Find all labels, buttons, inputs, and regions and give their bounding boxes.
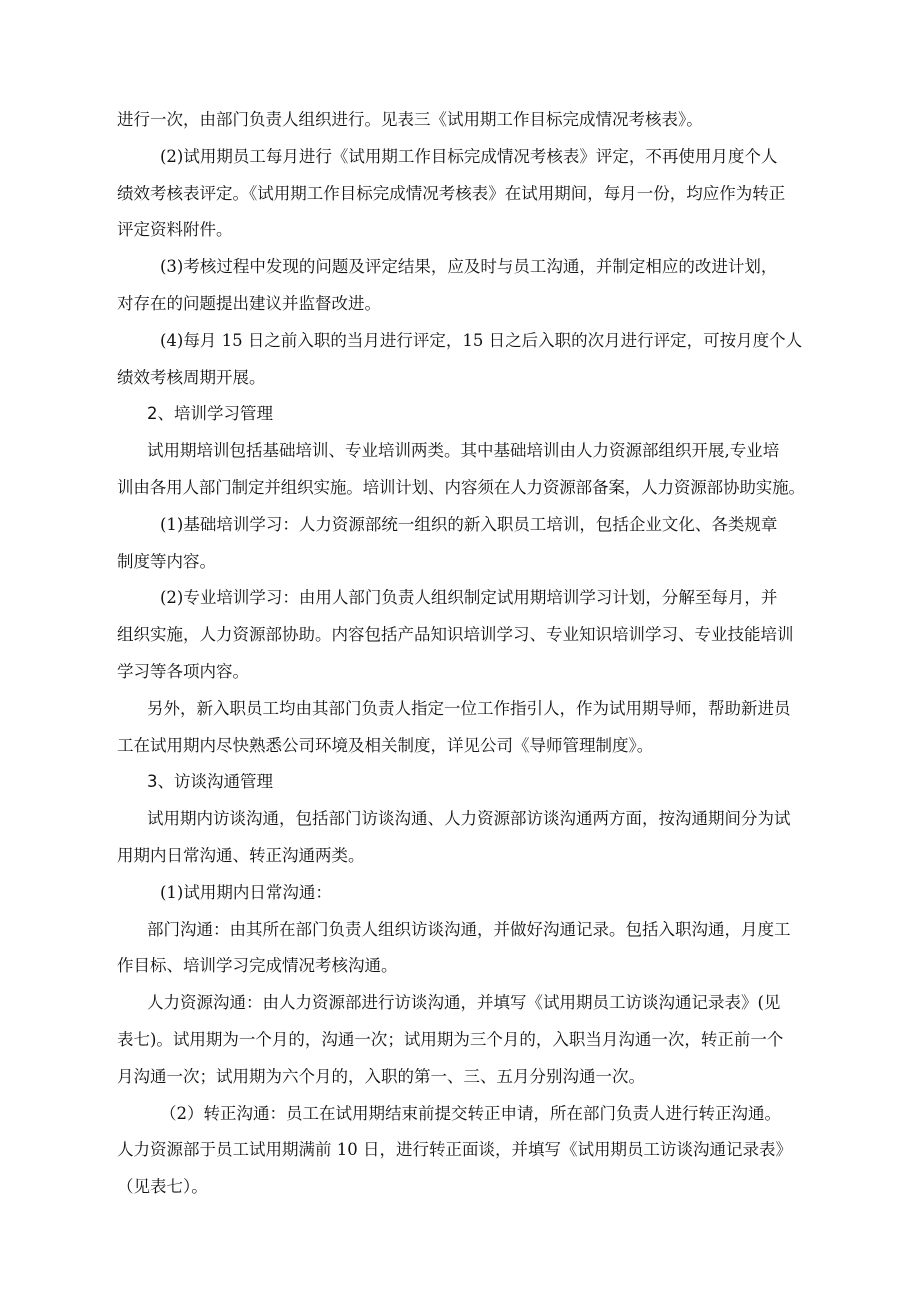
text-line: 评定资料附件。 — [117, 220, 233, 239]
text-line: 工在试用期内尽快熟悉公司环境及相关制度，详见公司《导师管理制度》。 — [117, 736, 654, 755]
text-line: 表七)。试用期为一个月的，沟通一次；试用期为三个月的，入职当月沟通一次，转正前一个 — [117, 1030, 784, 1049]
text-line: (1)基础培训学习：人力资源部统一组织的新入职员工培训，包括企业文化、各类规章 — [160, 515, 778, 534]
text-line: 月沟通一次；试用期为六个月的，入职的第一、三、五月分别沟通一次。 — [117, 1067, 645, 1086]
text-line: 人力资源部于员工试用期满前 10 日，进行转正面谈，并填写《试用期员工访谈沟通记录表》 — [117, 1140, 792, 1159]
text-line: 绩效考核周期开展。 — [117, 368, 266, 387]
section-heading: 2、培训学习管理 — [147, 404, 273, 423]
text-line: 部门沟通：由其所在部门负责人组织访谈沟通，并做好沟通记录。包括入职沟通，月度工 — [147, 920, 791, 939]
text-line: （2）转正沟通：员工在试用期结束前提交转正申请，所在部门负责人进行转正沟通。 — [160, 1104, 781, 1123]
text-line: 人力资源沟通：由人力资源部进行访谈沟通，并填写《试用期员工访谈沟通记录表》(见 — [147, 993, 781, 1012]
text-line: 对存在的问题提出建议并监督改进。 — [117, 294, 381, 313]
text-line: (2)试用期员工每月进行《试用期工作目标完成情况考核表》评定，不再使用月度个人 — [160, 147, 778, 166]
text-line: 进行一次，由部门负责人组织进行。见表三《试用期工作目标完成情况考核表》。 — [117, 110, 703, 129]
text-line: 制度等内容。 — [117, 552, 216, 571]
text-line: (4)每月 15 日之前入职的当月进行评定，15 日之后入职的次月进行评定，可按月度个人 — [160, 331, 803, 350]
text-line: 绩效考核表评定。《试用期工作目标完成情况考核表》在试用期间，每月一份，均应作为转正 — [117, 184, 786, 203]
text-line: 另外，新入职员工均由其部门负责人指定一位工作指引人，作为试用期导师，帮助新进员 — [147, 699, 791, 718]
section-heading: 3、访谈沟通管理 — [147, 772, 273, 791]
text-line: （见表七）。 — [117, 1177, 208, 1196]
text-line: 学习等各项内容。 — [117, 662, 249, 681]
text-line: 试用期内访谈沟通，包括部门访谈沟通、人力资源部访谈沟通两方面，按沟通期间分为试 — [147, 809, 791, 828]
text-line: 训由各用人部门制定并组织实施。培训计划、内容须在人力资源部备案，人力资源部协助实施。 — [117, 478, 805, 497]
text-line: 试用期培训包括基础培训、专业培训两类。其中基础培训由人力资源部组织开展,专业培 — [147, 441, 780, 460]
text-line: (2)专业培训学习：由用人部门负责人组织制定试用期培训学习计划，分解至每月，并 — [160, 588, 778, 607]
text-line: 用期内日常沟通、转正沟通两类。 — [117, 846, 365, 865]
text-line: 组织实施，人力资源部协助。内容包括产品知识培训学习、专业知识培训学习、专业技能培训 — [117, 625, 794, 644]
text-line: 作目标、培训学习完成情况考核沟通。 — [117, 956, 398, 975]
text-line: (3)考核过程中发现的问题及评定结果，应及时与员工沟通，并制定相应的改进计划， — [160, 257, 778, 276]
text-line: (1)试用期内日常沟通： — [160, 883, 332, 902]
